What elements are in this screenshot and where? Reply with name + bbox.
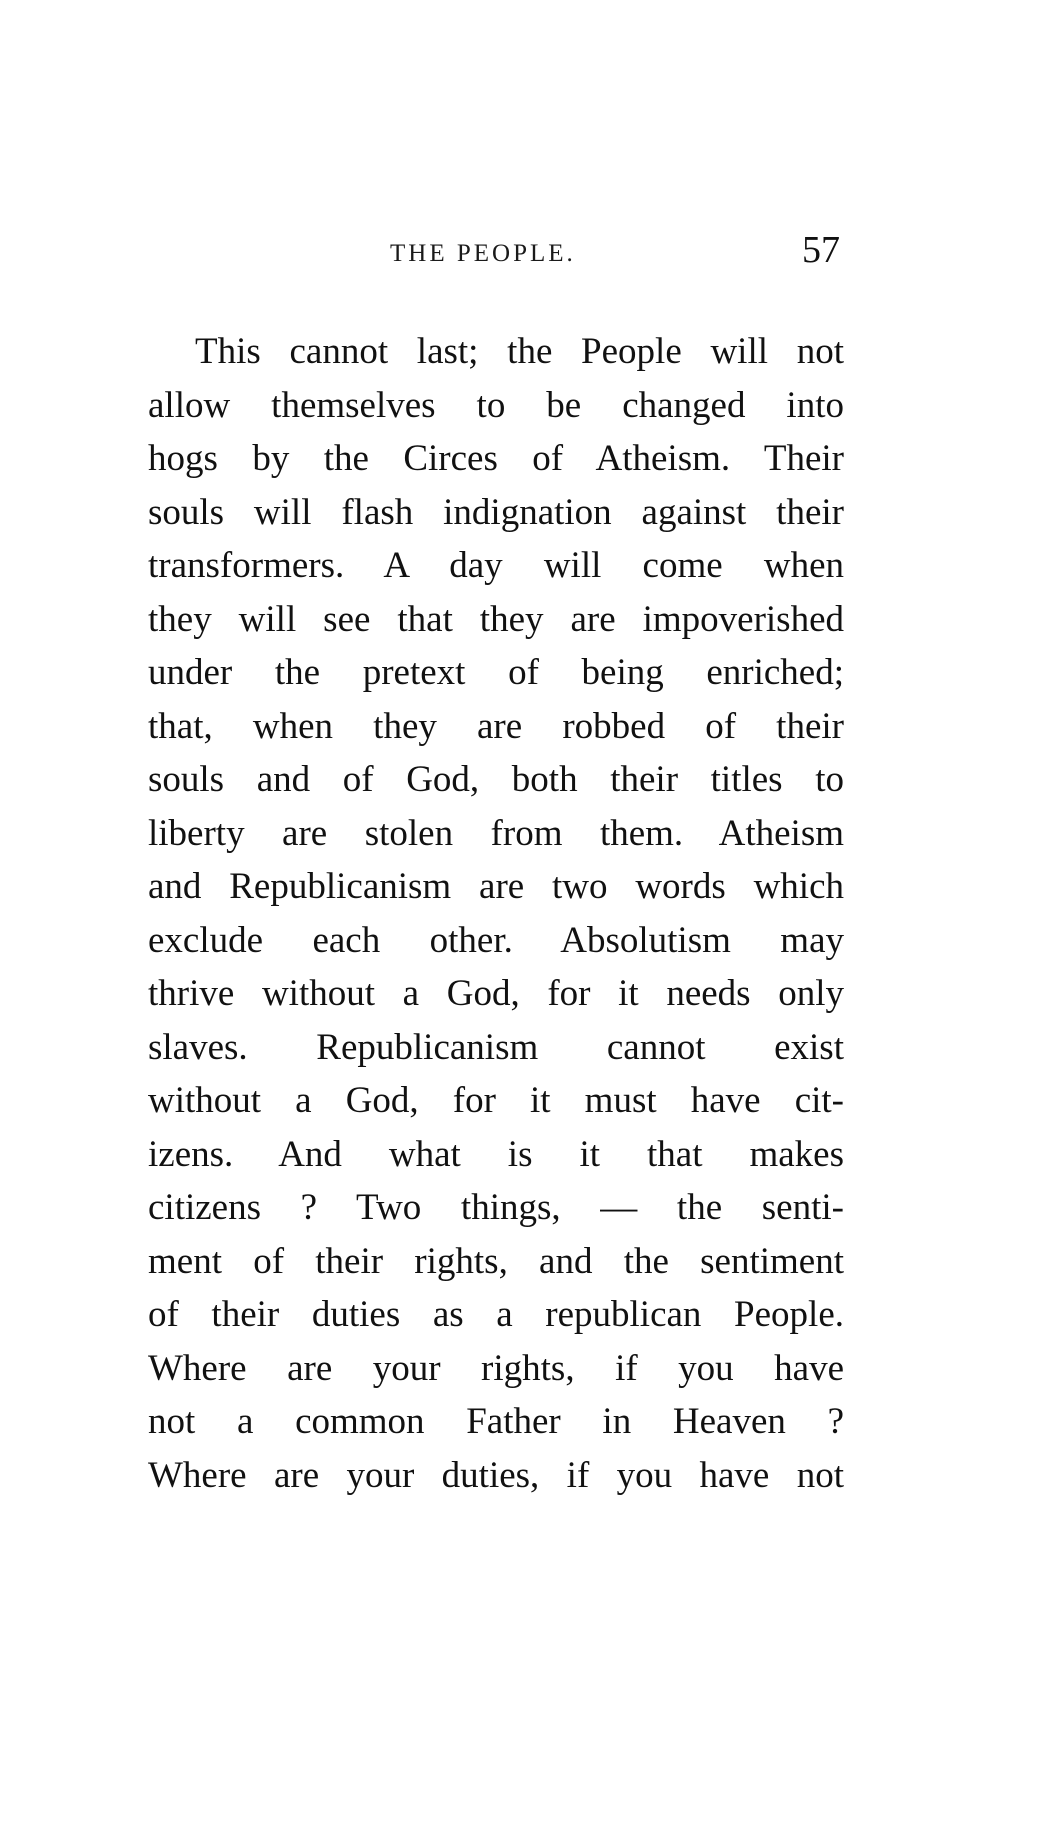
text-line: allow themselves to be changed into xyxy=(148,384,844,426)
text-line: izens. And what is it that makes xyxy=(148,1133,844,1175)
text-line: exclude each other. Absolutism may xyxy=(148,919,844,961)
text-line: souls will flash indignation against their xyxy=(148,491,844,533)
text-line: not a common Father in Heaven ? xyxy=(148,1401,844,1442)
text-line: of their duties as a republican People. xyxy=(148,1294,844,1335)
text-line: citizens ? Two things, — the senti- xyxy=(148,1187,844,1228)
text-line: that, when they are robbed of their xyxy=(148,705,844,747)
text-line: hogs by the Circes of Atheism. Their xyxy=(148,438,844,479)
text-line: slaves. Republicanism cannot exist xyxy=(148,1026,844,1068)
text-line: Where are your rights, if you have xyxy=(148,1347,844,1389)
text-line: Where are your duties, if you have not xyxy=(148,1454,844,1496)
running-head: THE PEOPLE. xyxy=(390,240,576,267)
text-line: transformers. A day will come when xyxy=(148,545,844,586)
text-line: they will see that they are impoverished xyxy=(148,598,844,640)
text-line: under the pretext of being enriched; xyxy=(148,652,844,693)
body-paragraph xyxy=(148,325,844,1502)
text-line: and Republicanism are two words which xyxy=(148,866,844,907)
text-line: without a God, for it must have cit- xyxy=(148,1080,844,1121)
text-line: thrive without a God, for it needs only xyxy=(148,973,844,1014)
text-line: This cannot last; the People will not xyxy=(195,331,844,372)
text-line: souls and of God, both their titles to xyxy=(148,759,844,800)
text-line: ment of their rights, and the sentiment xyxy=(148,1240,844,1282)
page-number: 57 xyxy=(802,229,840,271)
text-line: liberty are stolen from them. Atheism xyxy=(148,812,844,854)
